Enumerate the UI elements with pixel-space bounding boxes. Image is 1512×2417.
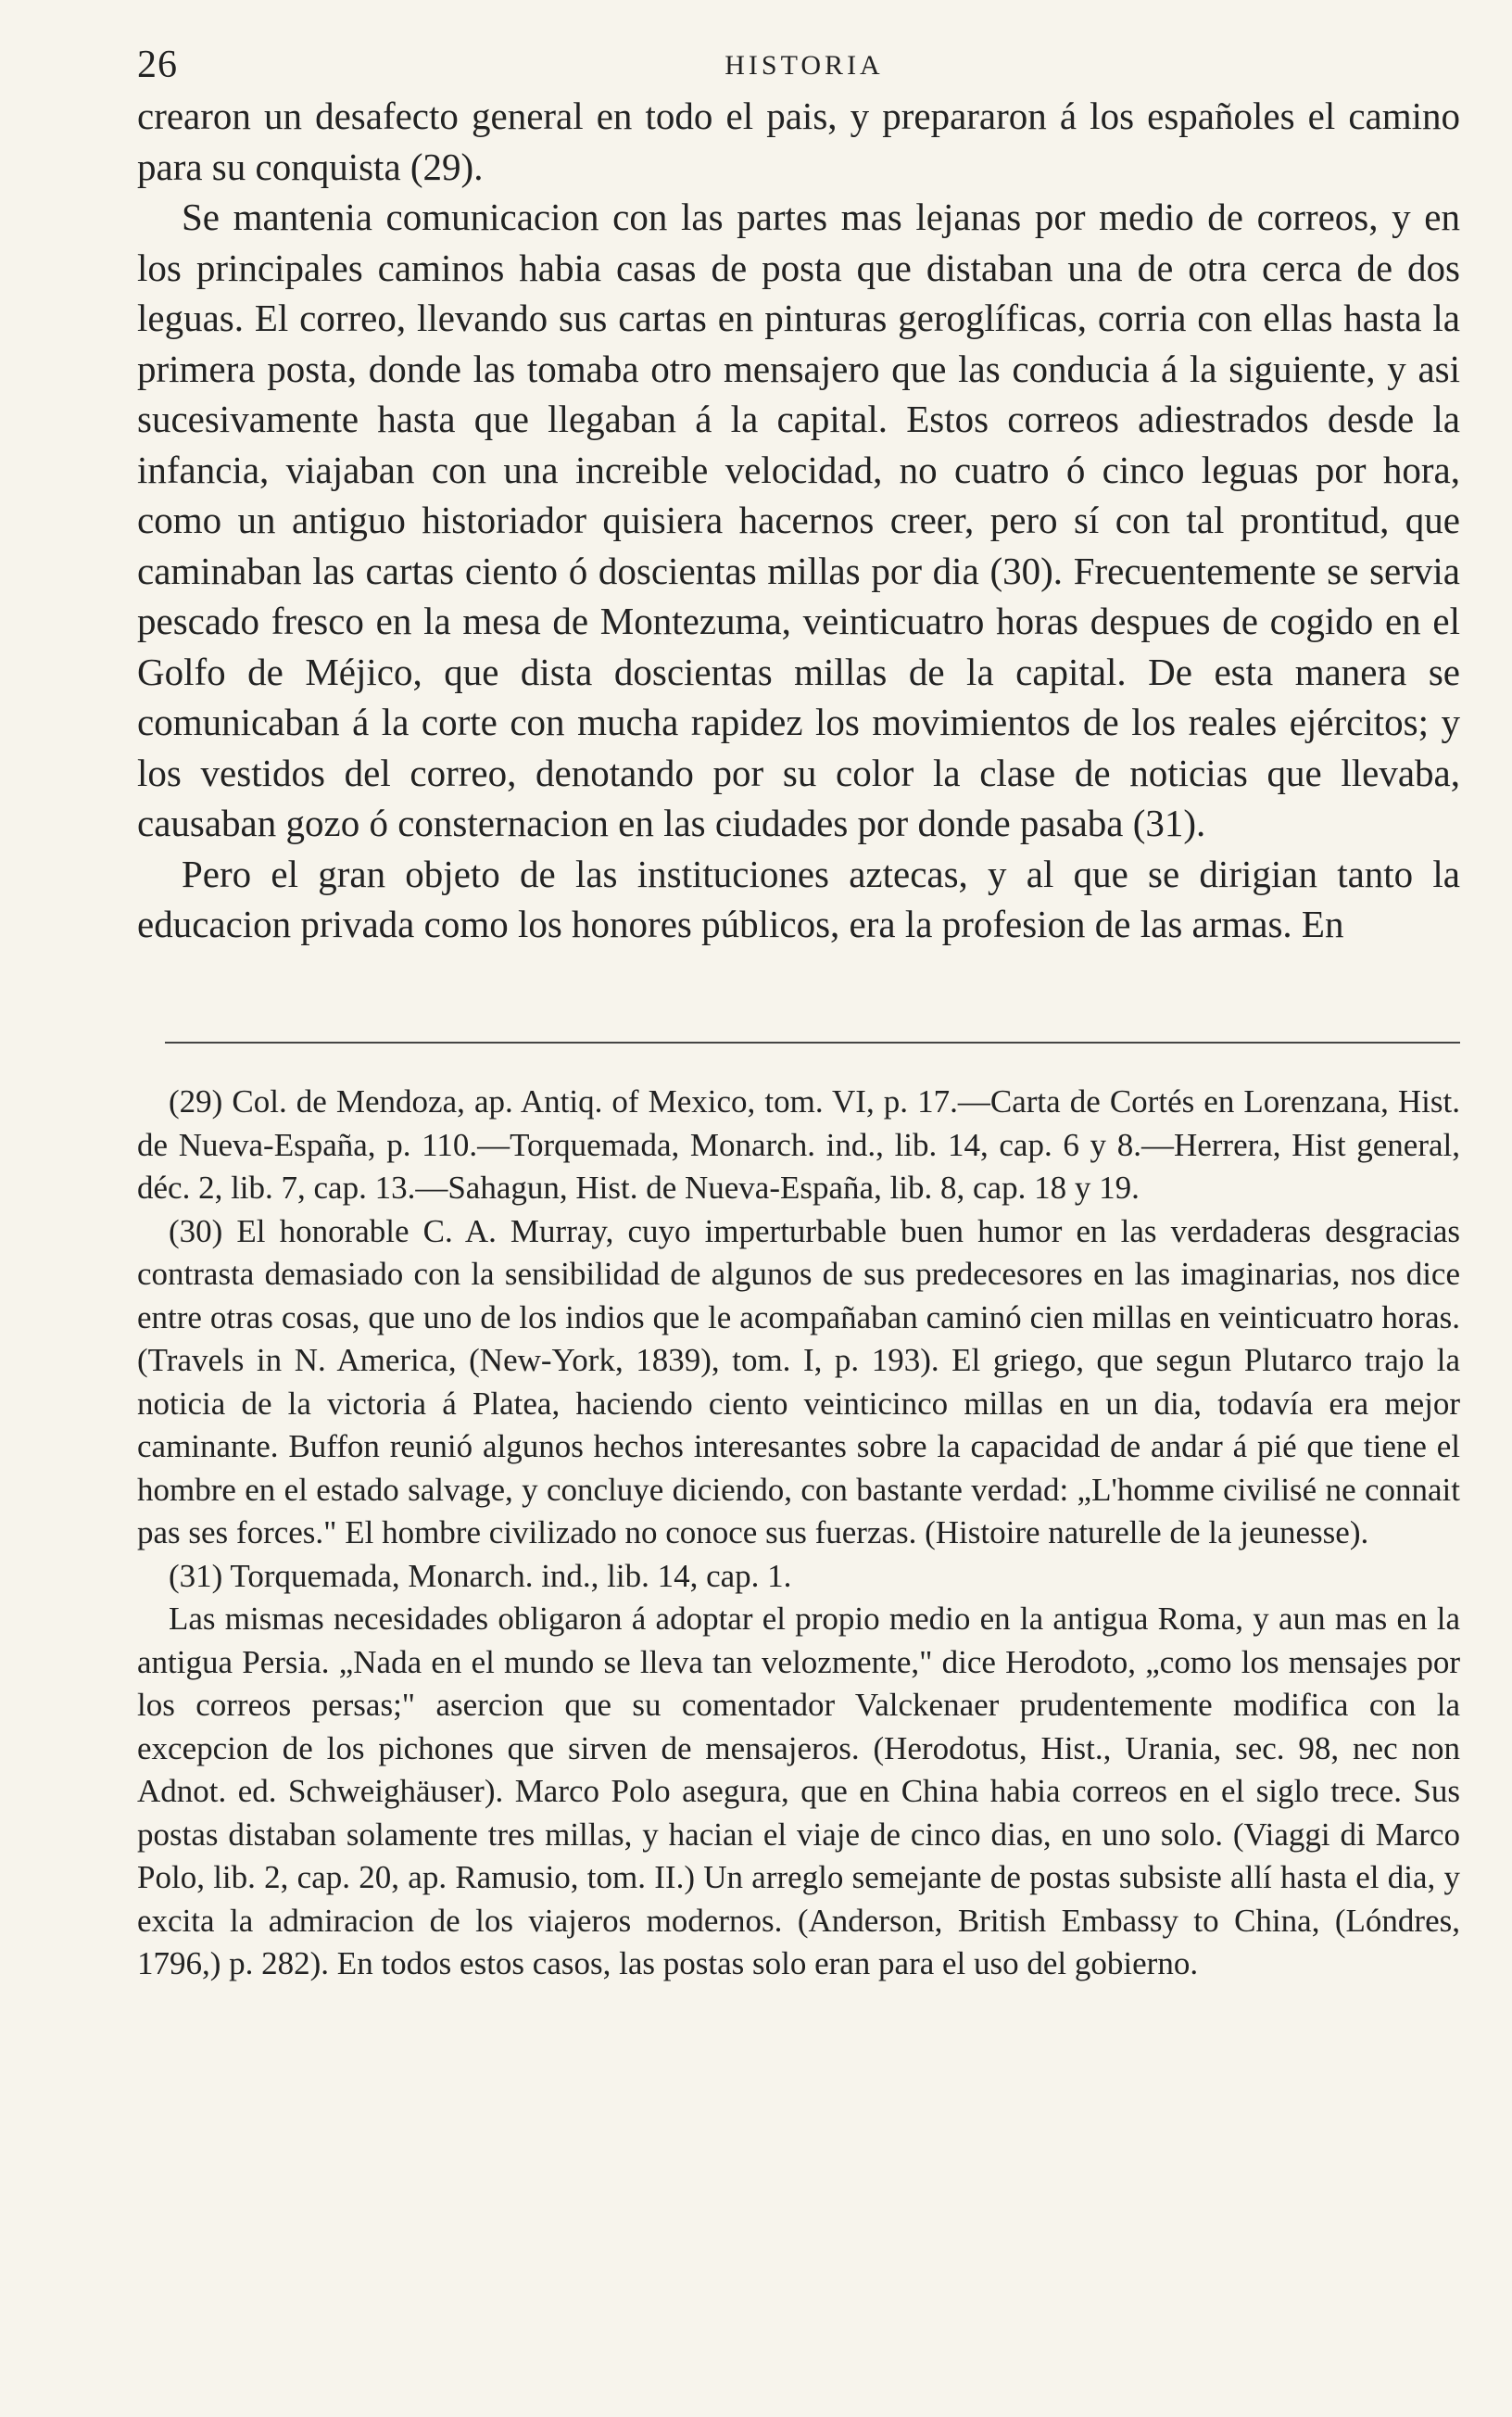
footnote-29: (29) Col. de Mendoza, ap. Antiq. of Mexico, tom. VI, p. 17.—Carta de Cortés en Lorenzana, Hist. de Nueva-España, p. 110.—Torquemada, Monarch. ind., lib. 14, cap. 6 y 8.—Herrera, Hist general, déc. 2, lib. 7, cap. 13.—Sahagun, Hist. de Nueva-España, lib. 8, cap. 18 y 19. [137, 1083, 1460, 1206]
running-head: HISTORIA [724, 50, 884, 81]
body-paragraph: Se mantenia comunicacion con las partes mas lejanas por medio de correos, y en los principales caminos habia casas de posta que distaban una de otra cerca de dos leguas. El correo, llevando sus cartas en pinturas geroglíficas, corria con ellas hasta la primera posta, donde las tomaba otro mensajero que las conducia á la siguiente, y asi sucesivamente hasta que llegaban á la capital. Estos correos adiestrados desde la infancia, viajaban con una increible velocidad, no cuatro ó cinco leguas por hora, como un antiguo historiador quisiera hacernos creer, pero sí con tal prontitud, que caminaban las cartas ciento ó doscientas millas por dia (30). Frecuentemente se servia pescado fresco en la mesa de Montezuma, veinticuatro horas despues de cogido en el Golfo de Méjico, que dista doscientas millas de la capital. De esta manera se comunicaban á la corte con mucha rapidez los movimientos de los reales ejércitos; y los vestidos del correo, denotando por su color la clase de noticias que llevaba, causaban gozo ó consternacion en las ciudades por donde pasaba (31). [137, 196, 1460, 844]
page-number: 26 [137, 44, 178, 86]
footnote-divider [165, 1042, 1460, 1044]
footnote-31-continuation: Las mismas necesidades obligaron á adoptar el propio medio en la antigua Roma, y aun mas en la antigua Persia. „Nada en el mundo se lleva tan velozmente," dice Herodoto, „como los mensajes por los correos persas;" asercion que su comentador Valckenaer prudentemente modifica con la excepcion de los pichones que sirven de mensajeros. (Herodotus, Hist., Urania, sec. 98, nec non Adnot. ed. Schweighäuser). Marco Polo asegura, que en China habia correos en el siglo trece. Sus postas distaban solamente tres millas, y hacian el viaje de cinco dias, en uno solo. (Viaggi di Marco Polo, lib. 2, cap. 20, ap. Ramusio, tom. II.) Un arreglo semejante de postas subsiste allí hasta el dia, y excita la admiracion de los viajeros modernos. (Anderson, British Embassy to China, (Lóndres, 1796,) p. 282). En todos estos casos, las postas solo eran para el uso del gobierno. [137, 1601, 1460, 1981]
main-text [137, 91, 1460, 950]
footnote-30: (30) El honorable C. A. Murray, cuyo imperturbable buen humor en las verdaderas desgracias contrasta demasiado con la sensibilidad de algunos de sus predecesores en las imaginarias, nos dice entre otras cosas, que uno de los indios que le acompañaban caminó cien millas en veinticuatro horas. (Travels in N. America, (New-York, 1839), tom. I, p. 193). El griego, que segun Plutarco trajo la noticia de la victoria á Platea, haciendo ciento veinticinco millas en un dia, todavía era mejor caminante. Buffon reunió algunos hechos interesantes sobre la capacidad de andar á pié que tiene el hombre en el estado salvage, y concluye diciendo, con bastante verdad: „L'homme civilisé ne connait pas ses forces." El hombre civilizado no conoce sus fuerzas. (Histoire naturelle de la jeunesse). [137, 1212, 1460, 1550]
body-paragraph: crearon un desafecto general en todo el pais, y prepararon á los españoles el camino para su conquista (29). [137, 95, 1460, 188]
body-paragraph: Pero el gran objeto de las instituciones aztecas, y al que se dirigian tanto la educacion privada como los honores públicos, era la profesion de las armas. En [137, 852, 1460, 945]
footnote-31: (31) Torquemada, Monarch. ind., lib. 14, cap. 1. [169, 1557, 792, 1594]
footnotes [137, 1081, 1460, 1986]
page-header [137, 43, 1471, 98]
